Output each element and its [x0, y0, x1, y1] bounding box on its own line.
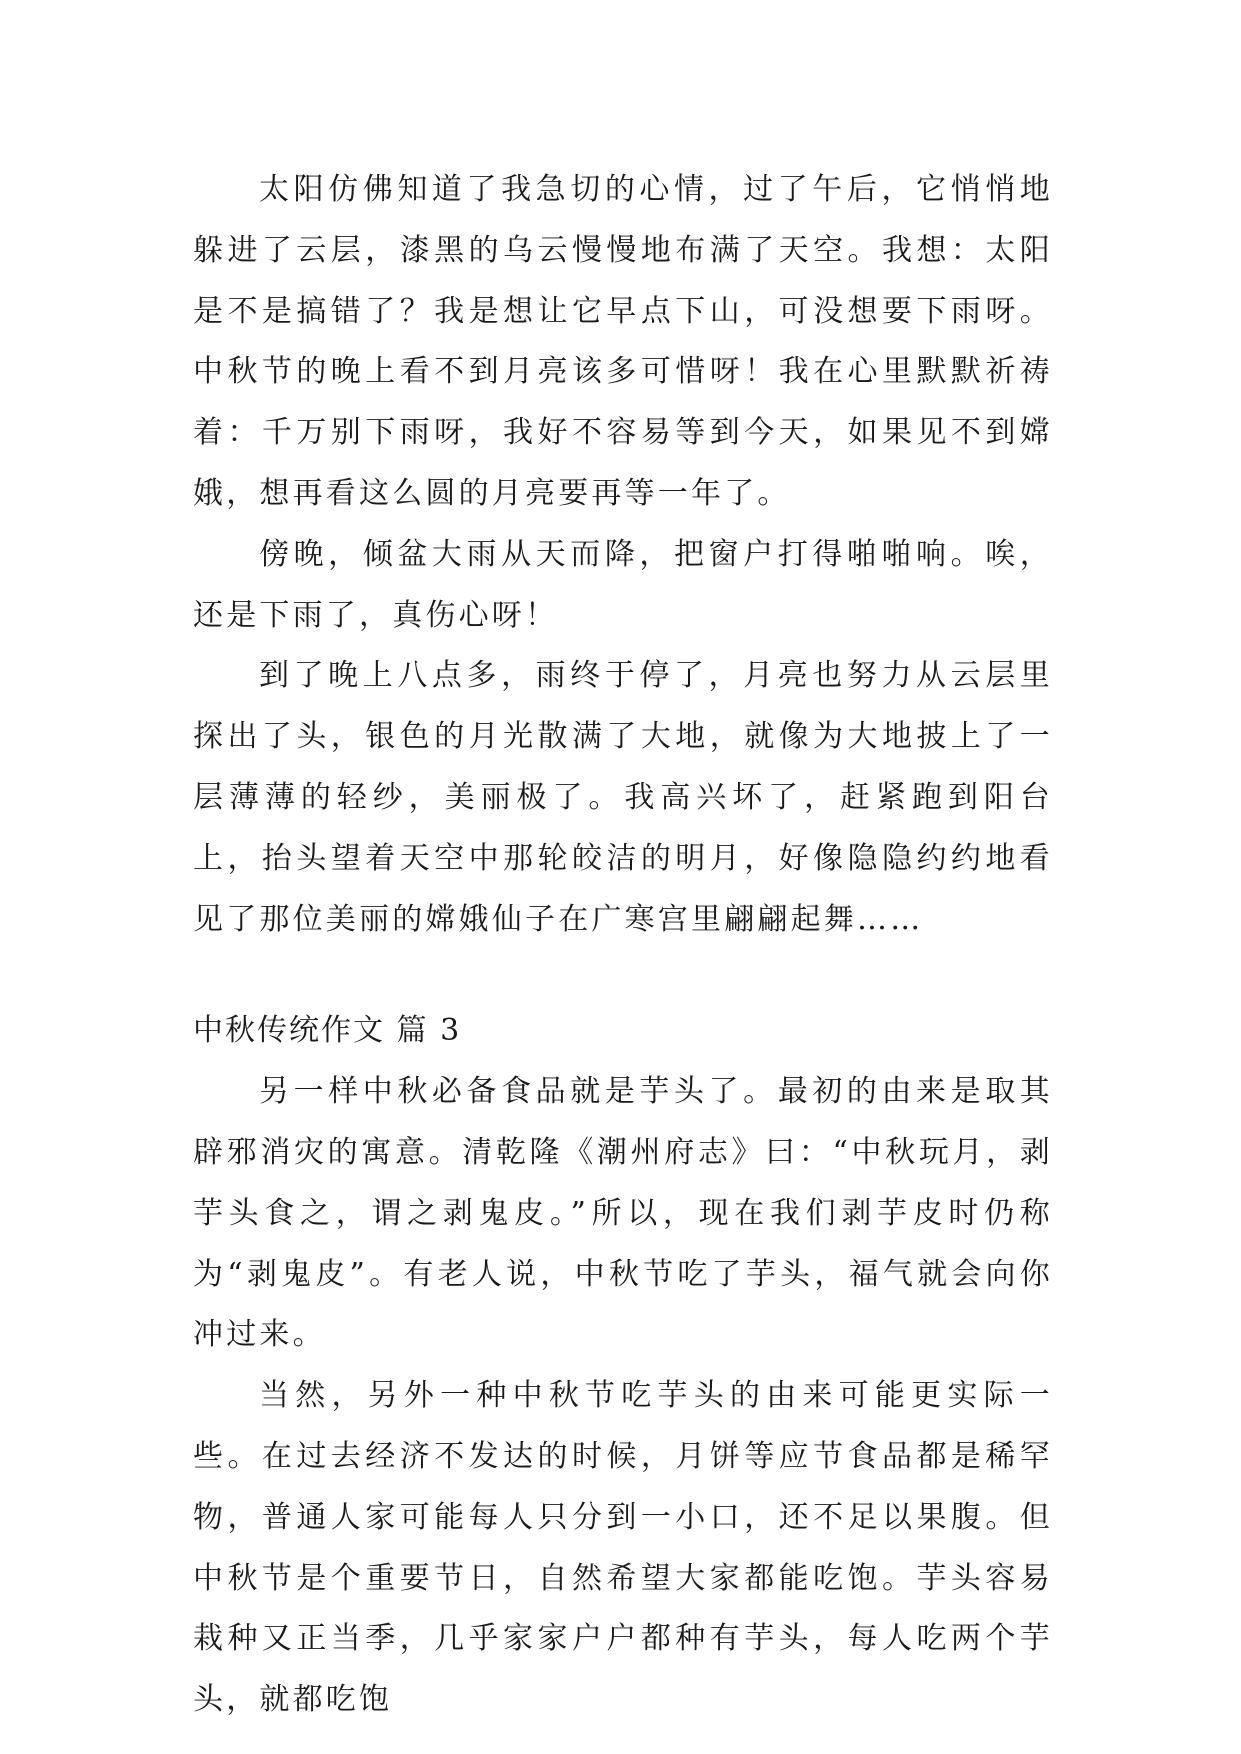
- section-spacer: [193, 950, 1053, 1001]
- document-body: [193, 160, 1053, 1731]
- paragraph: 另一样中秋必备食品就是芋头了。最初的由来是取其辟邪消灾的寓意。清乾隆《潮州府志》曰：“中秋玩月，剥芋头食之，谓之剥鬼皮。”所以，现在我们剥芋皮时仍称为“剥鬼皮”。有老人说，中秋节吃了芋头，福气就会向你冲过来。: [193, 1074, 1053, 1353]
- paragraph: 傍晚，倾盆大雨从天而降，把窗户打得啪啪响。唉，还是下雨了，真伤心呀！: [193, 536, 1053, 633]
- paragraph: 到了晚上八点多，雨终于停了，月亮也努力从云层里探出了头，银色的月光散满了大地，就像为大地披上了一层薄薄的轻纱，美丽极了。我高兴坏了，赶紧跑到阳台上，抬头望着天空中那轮皎洁的明月，好像隐隐约约地看见了那位美丽的嫦娥仙子在广寒宫里翩翩起舞……: [193, 658, 1053, 937]
- paragraph: 太阳仿佛知道了我急切的心情，过了午后，它悄悄地躲进了云层，漆黑的乌云慢慢地布满了天空。我想：太阳是不是搞错了？我是想让它早点下山，可没想要下雨呀。中秋节的晚上看不到月亮该多可惜呀！我在心里默默祈祷着：千万别下雨呀，我好不容易等到今天，如果见不到嫦娥，想再看这么圆的月亮要再等一年了。: [193, 172, 1053, 511]
- paragraph: 当然，另外一种中秋节吃芋头的由来可能更实际一些。在过去经济不发达的时候，月饼等应节食品都是稀罕物，普通人家可能每人只分到一小口，还不足以果腹。但中秋节是个重要节日，自然希望大家都能吃饱。芋头容易栽种又正当季，几乎家家户户都种有芋头，每人吃两个芋头，就都吃饱: [193, 1378, 1053, 1718]
- section-heading: 中秋传统作文 篇 3: [193, 1013, 462, 1049]
